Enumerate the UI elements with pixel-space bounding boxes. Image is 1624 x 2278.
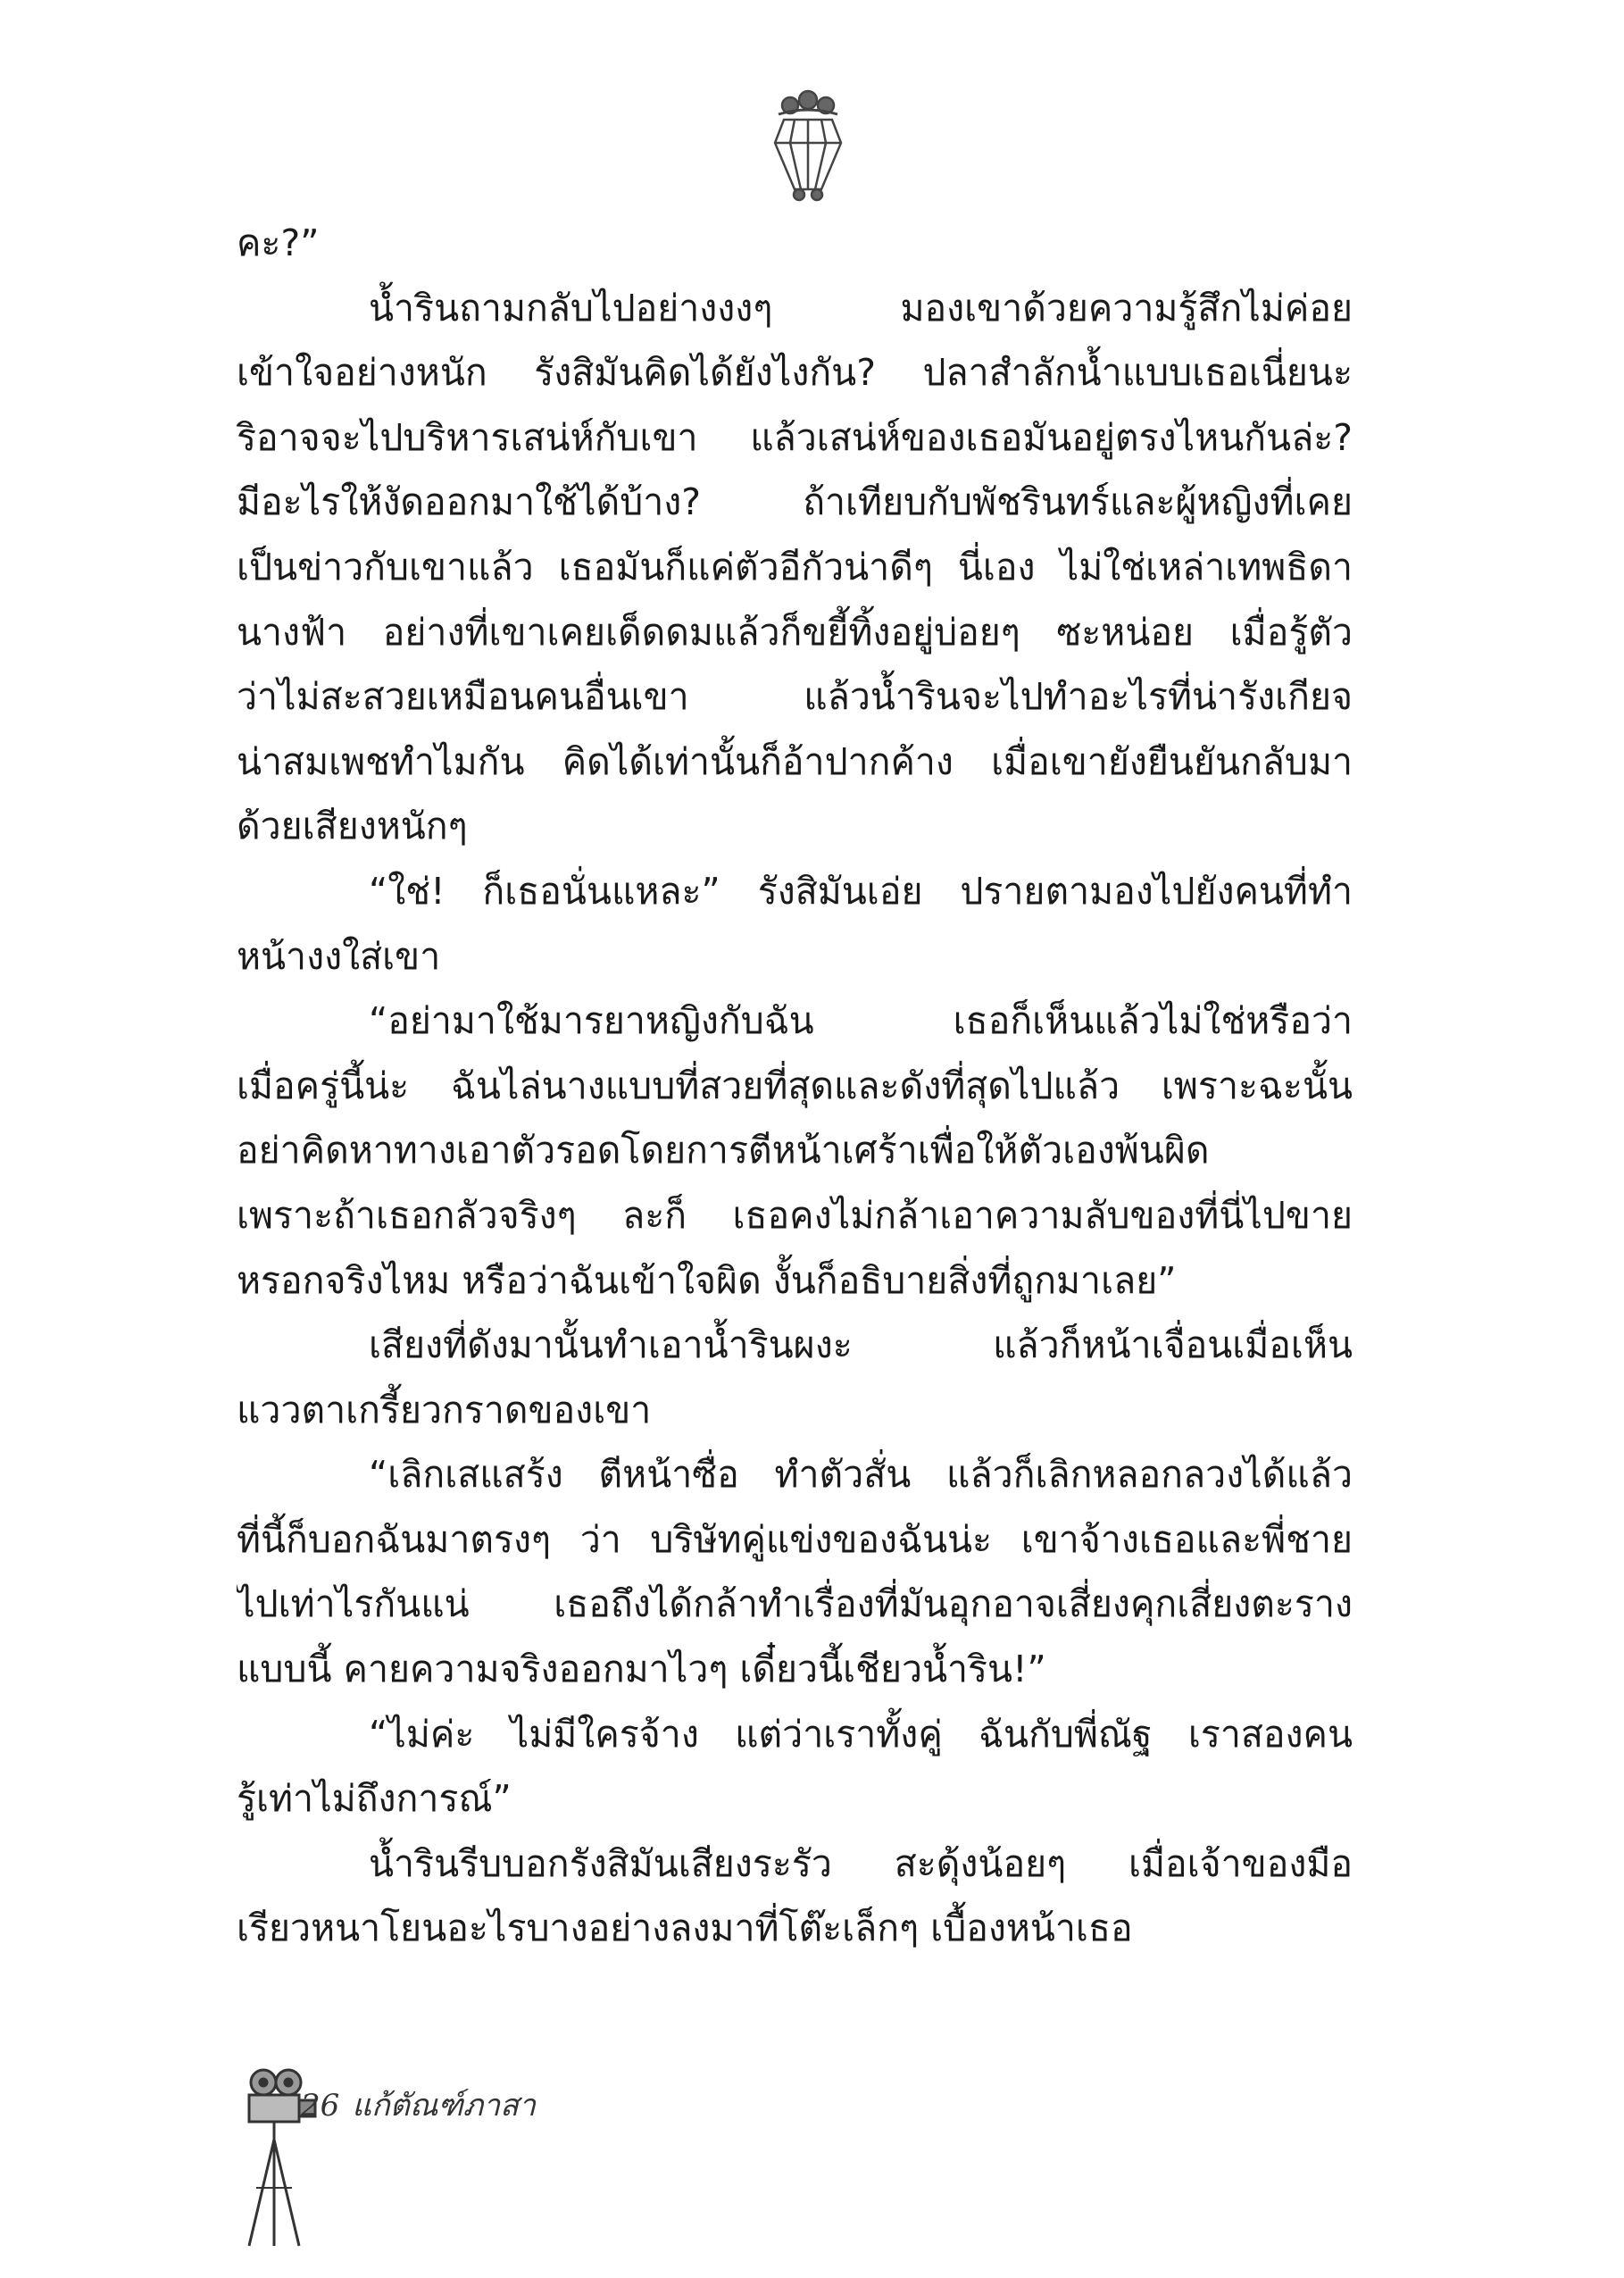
- text-line: น้ำรินรีบบอกรังสิมันเสียงระรัว สะดุ้งน้อยๆ เมื่อเจ้าของมือ: [369, 1841, 1353, 1885]
- text-line: “เลิกเสแสร้ง ตีหน้าซื่อ ทำตัวสั่น แล้วก็เลิกหลอกลวงได้แล้ว: [369, 1453, 1353, 1497]
- text-line: ริอาจจะไปบริหารเสน่ห์กับเขา แล้วเสน่ห์ของเธอมันอยู่ตรงไหนกันล่ะ?: [237, 415, 1353, 459]
- text-line: หน้างงใส่เขา: [237, 934, 441, 978]
- book-title: แก้ตัณฑ์ภาสา: [352, 2088, 536, 2124]
- text-line: ที่นี้ก็บอกฉันมาตรงๆ ว่า บริษัทคู่แข่งของฉันน่ะ เขาจ้างเธอและพี่ชาย: [237, 1517, 1353, 1561]
- text-line: หรอกจริงไหม หรือว่าฉันเข้าใจผิด งั้นก็อธิบายสิ่งที่ถูกมาเลย”: [237, 1258, 1177, 1302]
- text-line: รู้เท่าไม่ถึงการณ์”: [237, 1777, 512, 1821]
- text-line: ด้วยเสียงหนักๆ: [237, 805, 468, 848]
- text-line: คะ?”: [237, 221, 320, 264]
- text-line: ว่าไม่สะสวยเหมือนคนอื่นเขา แล้วน้ำรินจะไปทำอะไรที่น่ารังเกียจ: [237, 675, 1353, 719]
- text-line: มีอะไรให้งัดออกมาใช้ได้บ้าง? ถ้าเทียบกับพัชรินทร์และผู้หญิงที่เคย: [237, 480, 1353, 524]
- page-number: 26: [301, 2088, 340, 2124]
- text-line: เรียวหนาโยนอะไรบางอย่างลงมาที่โต๊ะเล็กๆ เบื้องหน้าเธอ: [237, 1907, 1133, 1950]
- text-line: “อย่ามาใช้มารยาหญิงกับฉัน เธอก็เห็นแล้วไม่ใช่หรือว่า: [369, 999, 1353, 1043]
- text-line: น่าสมเพชทำไมกัน คิดได้เท่านั้นก็อ้าปากค้าง เมื่อเขายังยืนยันกลับมา: [237, 739, 1353, 783]
- text-line: “ใช่! ก็เธอนั่นแหละ” รังสิมันเอ่ย ปรายตามองไปยังคนที่ทำ: [369, 869, 1353, 913]
- text-line: เป็นข่าวกับเขาแล้ว เธอมันก็แค่ตัวอีกัวน่าดีๆ นี่เอง ไม่ใช่เหล่าเทพธิดา: [237, 545, 1353, 588]
- text-line: เพราะถ้าเธอกลัวจริงๆ ละก็ เธอคงไม่กล้าเอาความลับของที่นี่ไปขาย: [237, 1193, 1353, 1237]
- text-line: แววตาเกรี้ยวกราดของเขา: [237, 1388, 652, 1431]
- text-line: แบบนี้ คายความจริงออกมาไวๆ เดี๋ยวนี้เชียวน้ำริน!”: [237, 1648, 1046, 1691]
- footer-caption: [301, 2081, 548, 2129]
- text-line: นางฟ้า อย่างที่เขาเคยเด็ดดมแล้วก็ขยี้ทิ้งอยู่บ่อยๆ ซะหน่อย เมื่อรู้ตัว: [237, 610, 1353, 654]
- text-line: “ไม่ค่ะ ไม่มีใครจ้าง แต่ว่าเราทั้งคู่ ฉันกับพี่ณัฐ เราสองคน: [369, 1712, 1353, 1756]
- text-line: เข้าใจอย่างหนัก รังสิมันคิดได้ยังไงกัน? ปลาสำลักน้ำแบบเธอเนี่ยนะ: [237, 351, 1353, 395]
- text-line: เสียงที่ดังมานั้นทำเอาน้ำรินผงะ แล้วก็หน้าเจื่อนเมื่อเห็น: [369, 1323, 1353, 1367]
- lantern-ornament-icon: [750, 89, 866, 205]
- body-text: [237, 211, 1353, 1950]
- text-line: เมื่อครู่นี้น่ะ ฉันไล่นางแบบที่สวยที่สุดและดังที่สุดไปแล้ว เพราะฉะนั้น: [237, 1064, 1353, 1107]
- text-line: ไปเท่าไรกันแน่ เธอถึงได้กล้าทำเรื่องที่มันอุกอาจเสี่ยงคุกเสี่ยงตะราง: [237, 1582, 1353, 1626]
- text-line: อย่าคิดหาทางเอาตัวรอดโดยการตีหน้าเศร้าเพื่อให้ตัวเองพ้นผิด: [237, 1129, 1210, 1172]
- page-footer: [237, 2063, 683, 2250]
- text-line: น้ำรินถามกลับไปอย่างงงๆ มองเขาด้วยความรู้สึกไม่ค่อย: [369, 286, 1353, 330]
